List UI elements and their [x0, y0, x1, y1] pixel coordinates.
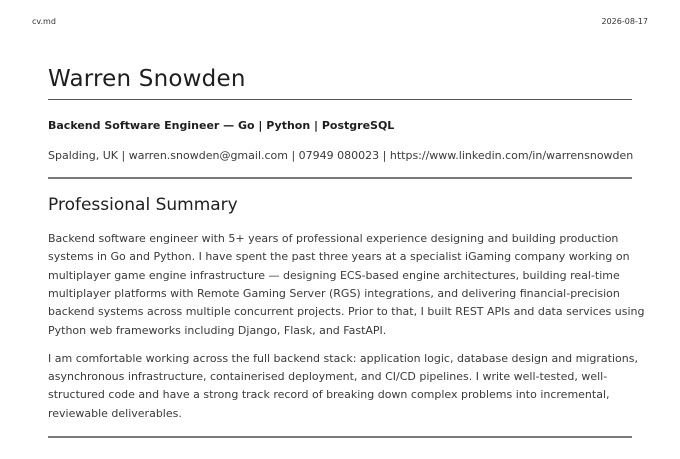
- summary-line: asynchronous infrastructure, containerised deployment, and CI/CD pipelines. I write well-tested, well-: [48, 370, 608, 384]
- summary-paragraph: [48, 230, 645, 340]
- summary-line: backend systems across multiple concurrent projects. Prior to that, I built REST APIs and data services using: [48, 305, 645, 319]
- print-date: 2026-08-17: [601, 17, 648, 26]
- print-header: [32, 17, 648, 29]
- contact-line: Spalding, UK | warren.snowden@gmail.com | 07949 080023 | https://www.linkedin.com/in/warrensnowden: [48, 149, 634, 162]
- summary-line: structured code and have a strong track record of breaking down complex problems into incremental,: [48, 388, 610, 402]
- summary-line: Python web frameworks including Django, Flask, and FastAPI.: [48, 323, 387, 337]
- cv-document: [48, 62, 645, 438]
- summary-line: systems in Go and Python. I have spent the past three years at a specialist iGaming company working on: [48, 250, 630, 264]
- section-title-summary: Professional Summary: [48, 195, 238, 215]
- summary-paragraph: [48, 350, 638, 423]
- job-headline: Backend Software Engineer — Go | Python | PostgreSQL: [48, 119, 395, 132]
- summary-line: Backend software engineer with 5+ years of professional experience designing and building production: [48, 232, 619, 246]
- summary-line: multiplayer platforms with Remote Gaming Server (RGS) integrations, and delivering financial-precision: [48, 287, 620, 300]
- summary-line: reviewable deliverables.: [48, 406, 182, 420]
- summary-line: multiplayer game engine infrastructure — designing ECS-based engine architectures, building real-time: [48, 268, 620, 282]
- candidate-name: Warren Snowden: [48, 66, 246, 92]
- file-name: cv.md: [32, 17, 56, 26]
- summary-line: I am comfortable working across the full backend stack: application logic, database design and migrations,: [48, 351, 638, 365]
- name-divider: [48, 99, 632, 100]
- header-divider: [48, 177, 632, 179]
- section-divider: [48, 436, 632, 438]
